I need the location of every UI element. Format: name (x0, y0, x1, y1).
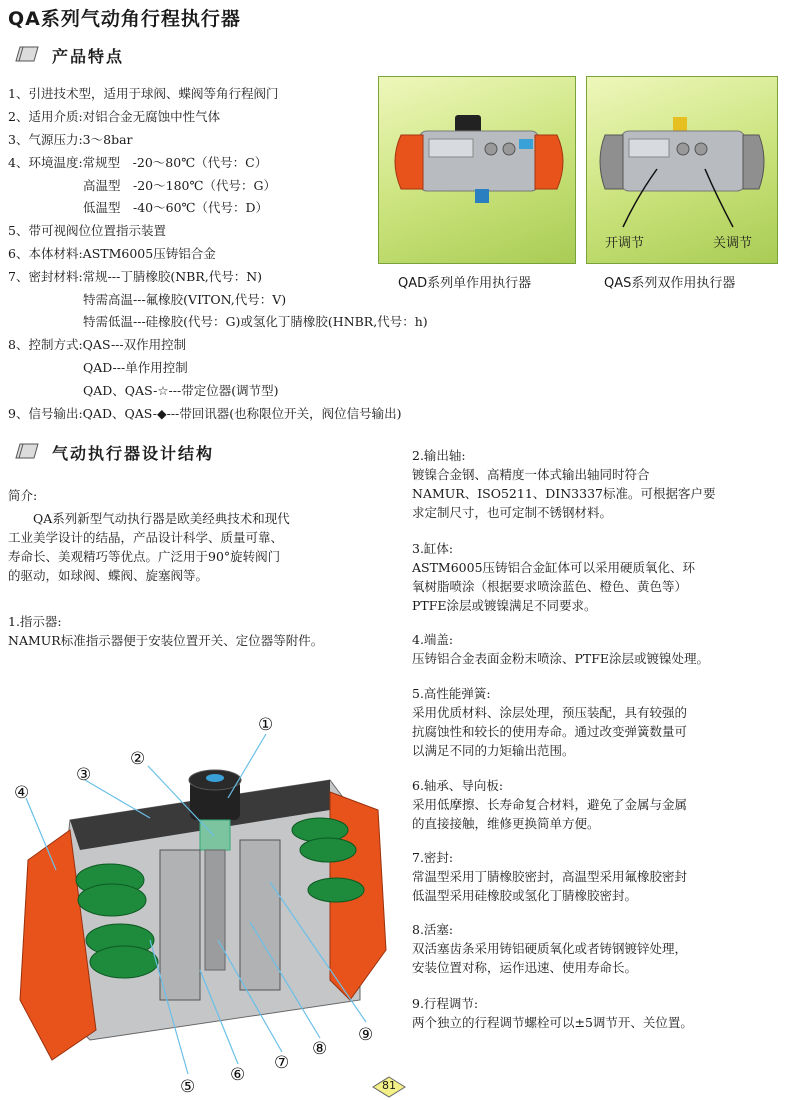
feature-item: 8、控制方式:QAS---双作用控制 (8, 337, 187, 352)
part-spring-block (412, 684, 796, 760)
part-heading: 6.轴承、导向板: (412, 778, 504, 793)
part-line: 求定制尺寸，也可定制不锈钢材料。 (412, 505, 613, 520)
feature-item: QAD---单作用控制 (8, 360, 188, 375)
part-endcap-block (412, 630, 796, 668)
section-marker-icon (14, 441, 40, 461)
part-bearing-block (412, 776, 796, 833)
actuator-cutaway-diagram (0, 700, 410, 1100)
part-line: 低温型采用硅橡胶或氢化丁腈橡胶密封。 (412, 888, 638, 903)
part-heading: 7.密封: (412, 850, 454, 865)
feature-item: 3、气源压力:3～8bar (8, 132, 133, 147)
part-heading: 5.高性能弹簧: (412, 686, 491, 701)
intro-line: 寿命长、美观精巧等优点。广泛用于90°旋转阀门 (8, 549, 281, 564)
part-heading: 9.行程调节: (412, 996, 479, 1011)
part-indicator-block (8, 612, 403, 650)
part-line: 常温型采用丁腈橡胶密封，高温型采用氟橡胶密封 (412, 869, 688, 884)
part-heading: 1.指示器: (8, 614, 62, 629)
part-line: 压铸铝合金表面金粉末喷涂、PTFE涂层或镀镍处理。 (412, 651, 710, 666)
qas-actuator-photo (586, 76, 778, 264)
part-heading: 2.输出轴: (412, 448, 466, 463)
callout-3: ③ (76, 765, 92, 785)
part-heading: 3.缸体: (412, 541, 454, 556)
feature-item: 2、适用介质:对铝合金无腐蚀中性气体 (8, 109, 221, 124)
callout-5: ⑤ (180, 1077, 196, 1097)
qas-caption: QAS系列双作用执行器 (604, 276, 736, 291)
page-number: 81 (382, 1079, 396, 1092)
intro-block (8, 486, 398, 585)
feature-item: 低温型 -40～60℃（代号：D） (8, 200, 269, 215)
feature-item: 5、带可视阀位位置指示装置 (8, 223, 166, 238)
part-line: 以满足不同的力矩输出范围。 (412, 743, 575, 758)
part-line: PTFE涂层或镀镍满足不同要求。 (412, 598, 597, 613)
section-title-structure: 气动执行器设计结构 (52, 444, 215, 463)
part-line: 采用低摩擦、长寿命复合材料，避免了金属与金属 (412, 797, 688, 812)
part-line: 两个独立的行程调节螺栓可以±5调节开、关位置。 (412, 1015, 693, 1030)
callout-7: ⑦ (274, 1053, 290, 1073)
close-adjust-label: 关调节 (713, 236, 753, 251)
part-cylinder-block (412, 539, 796, 615)
page-title: QA系列气动角行程执行器 (8, 8, 241, 30)
part-shaft-block (412, 446, 796, 522)
intro-heading: 简介: (8, 488, 38, 503)
intro-line: 的驱动，如球阀、蝶阀、旋塞阀等。 (8, 568, 209, 583)
part-line: 抗腐蚀性和较长的使用寿命。通过改变弹簧数量可 (412, 724, 688, 739)
part-line: NAMUR、ISO5211、DIN3337标准。可根据客户要 (412, 486, 716, 501)
intro-line: QA系列新型气动执行器是欧美经典技术和现代 (8, 511, 290, 526)
feature-item: 7、密封材料:常规---丁腈橡胶(NBR,代号：N) (8, 269, 263, 284)
section-marker-icon (14, 44, 40, 64)
part-line: 安装位置对称，运作迅速、使用寿命长。 (412, 960, 638, 975)
part-travel-adjust-block (412, 994, 796, 1032)
feature-item: 高温型 -20～180℃（代号：G） (8, 178, 276, 193)
feature-item: 6、本体材料:ASTM6005压铸铝合金 (8, 246, 216, 261)
part-piston-block (412, 920, 796, 977)
callout-1: ① (258, 715, 274, 735)
part-line: NAMUR标准指示器便于安装位置开关、定位器等附件。 (8, 633, 324, 648)
feature-item: 1、引进技术型，适用于球阀、蝶阀等角行程阀门 (8, 86, 279, 101)
part-line: 的直接接触，维修更换简单方便。 (412, 816, 600, 831)
part-line: 双活塞齿条采用铸铝硬质氧化或者铸钢镀锌处理， (412, 941, 688, 956)
intro-line: 工业美学设计的结晶，产品设计科学、质量可靠、 (8, 530, 284, 545)
part-line: 氧树脂喷涂（根据要求喷涂蓝色、橙色、黄色等） (412, 579, 688, 594)
qad-actuator-illustration (379, 77, 575, 263)
callout-2: ② (130, 749, 146, 769)
feature-item: 特需低温---硅橡胶(代号：G)或氢化丁腈橡胶(HNBR,代号：h) (8, 314, 428, 329)
part-line: 镀镍合金钢、高精度一体式输出轴同时符合 (412, 467, 650, 482)
callout-6: ⑥ (230, 1065, 246, 1085)
part-seal-block (412, 848, 796, 905)
qad-caption: QAD系列单作用执行器 (398, 276, 532, 291)
qad-actuator-photo (378, 76, 576, 264)
part-line: ASTM6005压铸铝合金缸体可以采用硬质氧化、环 (412, 560, 696, 575)
section-title-features: 产品特点 (52, 47, 125, 66)
part-heading: 8.活塞: (412, 922, 454, 937)
callout-8: ⑧ (312, 1039, 328, 1059)
part-line: 采用优质材料、涂层处理，预压装配，具有较强的 (412, 705, 688, 720)
callout-4: ④ (14, 783, 30, 803)
callout-9: ⑨ (358, 1025, 374, 1045)
feature-item: QAD、QAS-☆---带定位器(调节型) (8, 383, 279, 398)
feature-item: 9、信号输出:QAD、QAS-◆---带回讯器(也称限位开关，阀位信号输出) (8, 406, 402, 421)
feature-item: 4、环境温度:常规型 -20～80℃（代号：C） (8, 155, 268, 170)
feature-item: 特需高温---氟橡胶(VITON,代号：V) (8, 292, 287, 307)
part-heading: 4.端盖: (412, 632, 454, 647)
open-adjust-label: 开调节 (605, 236, 645, 251)
